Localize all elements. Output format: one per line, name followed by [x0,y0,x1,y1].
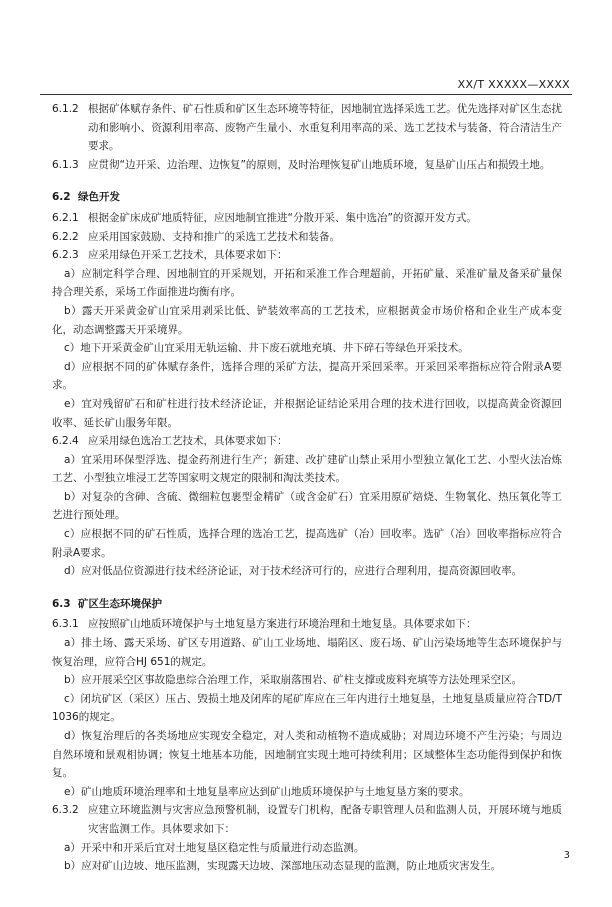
clause-6-2-4 [52,432,562,451]
clause-text: 应采用国家鼓励、支持和推广的采选工艺技术和装备。 [88,230,340,243]
clause-text: 根据金矿床成矿地质特征，应因地制宜推进“分散开采、集中选冶”的资源开发方式。 [88,211,477,224]
list-item: a）宜采用环保型浮选、提金药剂进行生产；新建、改扩建矿山禁止采用小型独立氰化工艺、小型火法冶炼工艺、小型独立堆浸工艺等国家明文规定的限制和淘汰类技术。 [52,453,562,485]
list-item: b）露天开采黄金矿山宜采用剥采比低、铲装效率高的工艺技术，应根据黄金市场价格和企业生产成本变化，动态调整露天开采境界。 [52,304,562,336]
page-number: 3 [563,850,570,861]
clause-text: 应按照矿山地质环境保护与土地复垦方案进行环境治理和土地复垦。具体要求如下： [88,618,477,631]
clause-text: 应采用绿色开采工艺技术，具体要求如下： [88,249,288,262]
clause-6-1-2 [52,100,562,156]
clause-text: 应建立环境监测与灾害应急预警机制，设置专门机构，配备专职管理人员和监测人员，开展环境与地质灾害监测工作。具体要求如下： [88,804,562,835]
document-body [52,100,562,876]
list-item: c）地下开采黄金矿山宜采用无轨运输、井下废石就地充填、井下碎石等绿色开采技术。 [64,342,469,355]
section-heading-6-3 [52,595,562,614]
list-item: c）闭坑矿区（采区）压占、毁损土地及闭库的尾矿库应在三年内进行土地复垦，土地复垦质量应符合TD/T 1036的规定。 [52,692,562,724]
clause-6-2-1 [52,209,562,228]
header-code: XX/T XXXXX—XXXX [457,78,570,91]
section-heading-6-2 [52,188,562,207]
list-item: e）矿山地质环境治理率和土地复垦率应达到矿山地质环境保护与土地复垦方案的要求。 [64,785,470,798]
list-item: d）应对低品位资源进行技术经济论证，对于技术经济可行的，应进行合理利用，提高资源回收率。 [64,565,523,578]
clause-number: 6.1.2 [52,103,79,115]
clause-text: 应贯彻“边开采、边治理、边恢复”的原则，及时治理恢复矿山地质环境，复垦矿山压占和损毁土地。 [88,158,551,171]
clause-6-1-3 [52,156,562,175]
list-item: d）恢复治理后的各类场地应实现安全稳定，对人类和动植物不造成威胁；对周边环境不产生污染；与周边自然环境和景观相协调；恢复土地基本功能，因地制宜实现土地可持续利用；区域整体生态功能得到保护和恢复。 [52,730,562,780]
section-number: 6.2 [52,191,71,204]
clause-number: 6.3.1 [52,618,79,631]
clause-number: 6.2.1 [52,211,79,224]
clause-6-2-2 [52,228,562,247]
list-item: a）开采中和开采后宜对土地复垦区稳定性与质量进行动态监测。 [64,841,365,854]
section-title: 绿色开发 [78,191,120,204]
list-item: d）应根据不同的矿体赋存条件，选择合理的采矿方法，提高开采回采率。开采回采率指标应符合附录A要求。 [52,360,562,392]
list-item: a）排土场、露天采场、矿区专用道路、矿山工业场地、塌陷区、废石场、矿山污染场地等生态环境保护与恢复治理，应符合HJ 651的规定。 [52,637,562,668]
clause-number: 6.2.2 [52,230,79,243]
clause-text: 应采用绿色选冶工艺技术，具体要求如下： [88,435,288,448]
list-item: b）应开展采空区事故隐患综合治理工作，采取崩落围岩、矿柱支撑或废料充填等方法处理采空区。 [64,674,523,687]
header-rule [40,94,572,95]
clause-6-3-2 [52,801,562,838]
clause-number: 6.3.2 [52,804,79,817]
list-item: a）应制定科学合理、因地制宜的开采规划，开拓和采准工作合理超前，开拓矿量、采准矿量及备采矿量保持合理关系，采场工作面推进均衡有序。 [52,267,562,299]
clause-text: 根据矿体赋存条件、矿石性质和矿区生态环境等特征，因地制宜选择采选工艺。优先选择对矿区生态扰动和影响小、资源利用率高、废物产生量小、水重复利用率高的采、选工艺技术与装备，符合清洁生产要求。 [88,103,562,153]
clause-number: 6.1.3 [52,158,79,171]
list-item: b）对复杂的含砷、含硫、微细粒包裹型金精矿（或含金矿石）宜采用原矿焙烧、生物氧化、热压氧化等工艺进行预处理。 [52,490,562,522]
list-item: c）应根据不同的矿石性质，选择合理的选冶工艺，提高选矿（冶）回收率。选矿（冶）回收率指标应符合附录A要求。 [52,528,562,559]
clause-number: 6.2.3 [52,249,79,262]
clause-6-2-3 [52,246,562,265]
clause-number: 6.2.4 [52,435,79,448]
list-item: e）宜对残留矿石和矿柱进行技术经济论证，并根据论证结论采用合理的技术进行回收，以提高黄金资源回收率、延长矿山服务年限。 [52,397,562,429]
section-number: 6.3 [52,597,71,610]
clause-6-3-1 [52,615,562,634]
section-title: 矿区生态环境保护 [78,597,162,610]
list-item: b）应对矿山边坡、地压监测，实现露天边坡、深部地压动态显现的监测，防止地质灾害发生。 [64,860,502,873]
